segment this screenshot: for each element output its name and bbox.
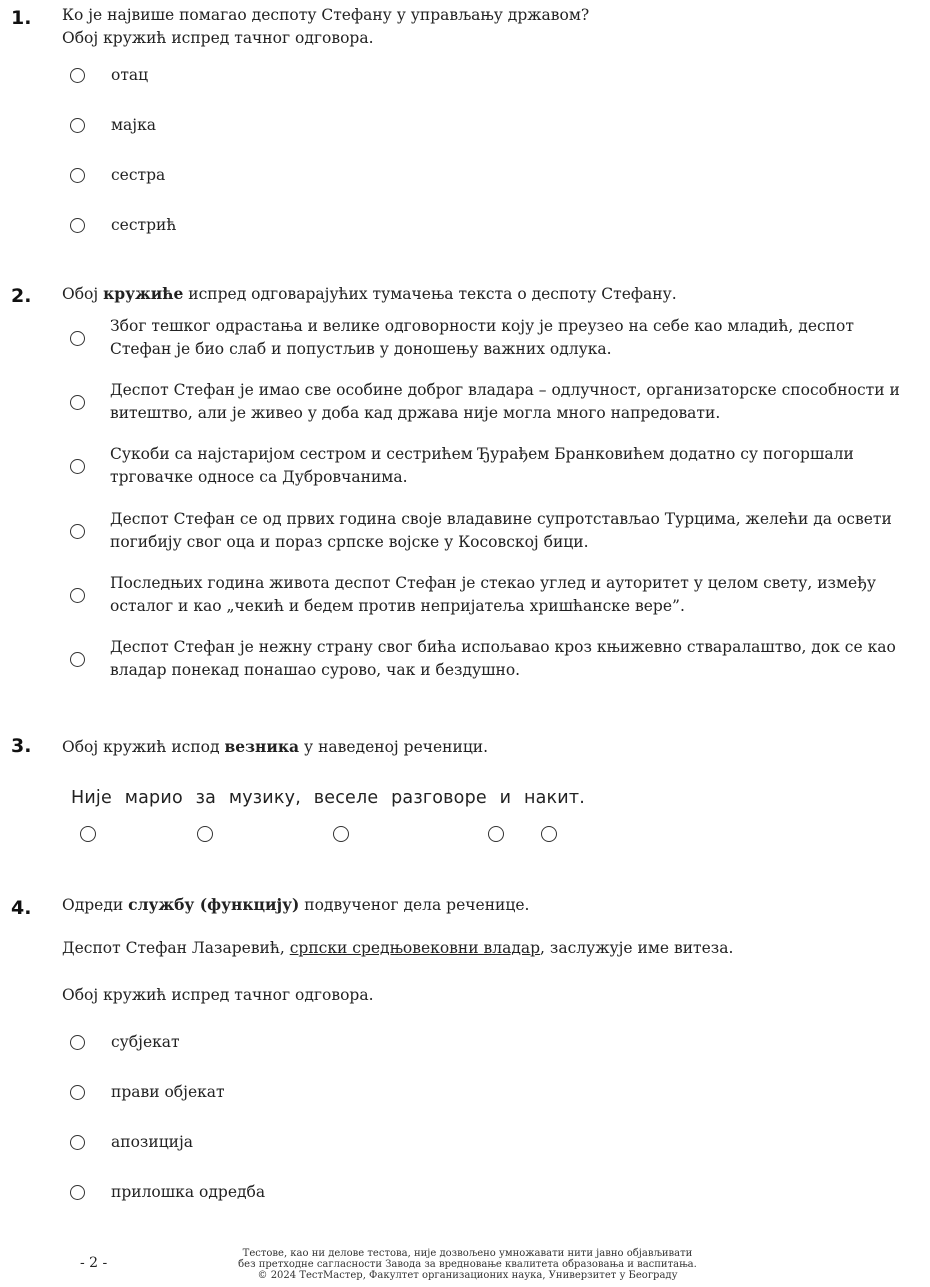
q2-prefix: Обој: [62, 285, 104, 303]
radio-circle[interactable]: [70, 118, 85, 133]
question-4-number: 4.: [11, 897, 32, 919]
q2-option-3[interactable]: [70, 443, 910, 489]
radio-circle[interactable]: [70, 1035, 85, 1050]
q4-sentence-end: , заслужује име витеза.: [540, 939, 734, 957]
checkbox-circle[interactable]: [70, 524, 85, 539]
q2-option-4-line1: Деспот Стефан се од првих година своје владавине супротстављао Турцима, желећи да освети: [110, 510, 892, 528]
q3-prefix: Обој кружић испод: [62, 738, 225, 756]
q3-word-4: музику,: [228, 788, 301, 808]
q2-option-6-line2: владар понекад понашао сурово, чак и бездушно.: [110, 661, 521, 679]
q4-option-1[interactable]: [70, 1033, 180, 1051]
q2-option-4-line2: погибију свог оца и пораз српске војске у Косовској бици.: [110, 533, 589, 551]
q3-word-2: марио: [124, 788, 183, 808]
q1-option-4[interactable]: [70, 216, 176, 234]
checkbox-circle[interactable]: [70, 652, 85, 667]
q4-underlined-part: српски средњовековни владар: [289, 939, 541, 957]
question-4-text: [62, 893, 529, 917]
q2-suffix: испред одговарајућих тумачења текста о деспоту Стефану.: [183, 285, 677, 303]
q3-suffix: у наведеној реченици.: [299, 738, 489, 756]
q3-word-8: накит.: [523, 788, 586, 808]
q4-sentence-start: Деспот Стефан Лазаревић,: [62, 939, 290, 957]
q2-option-5-line2: осталог и као „чекић и бедем против непријатеља хришћанске вере”.: [110, 597, 685, 615]
footer-line3: © 2024 ТестМастер, Факултет организационих наука, Универзитет у Београду: [257, 1270, 678, 1281]
q2-option-6[interactable]: [70, 636, 910, 682]
q2-option-5[interactable]: [70, 572, 910, 618]
page-number: - 2 -: [80, 1255, 108, 1271]
q2-option-3-line2: трговачке односе са Дубровчанима.: [110, 468, 408, 486]
question-1-text: [62, 4, 589, 50]
question-1-line1: Ко је највише помагао деспоту Стефану у управљању државом?: [62, 6, 590, 24]
q4-instruction: Обој кружић испред тачног одговора.: [62, 986, 374, 1004]
q2-option-2-line1: Деспот Стефан је имао све особине доброг владара – одлучност, организаторске способности и: [110, 381, 900, 399]
q2-option-1[interactable]: [70, 315, 910, 361]
q4-option-4-label: прилошка одредба: [111, 1183, 266, 1201]
question-2-text: [62, 282, 677, 306]
q4-option-2-label: прави објекат: [111, 1083, 225, 1101]
q1-option-2[interactable]: [70, 116, 156, 134]
q3-word-circle-2[interactable]: [197, 826, 213, 842]
q2-option-4[interactable]: [70, 508, 910, 554]
q3-word-circle-1[interactable]: [80, 826, 96, 842]
question-2-number: 2.: [11, 285, 32, 307]
q1-option-2-label: мајка: [111, 116, 157, 134]
footer-line1: Тестове, као ни делове тестова, није дозвољено умножавати нити јавно објављивати: [242, 1248, 693, 1259]
q3-bold: везника: [224, 737, 300, 756]
q4-prefix: Одреди: [62, 896, 129, 914]
q3-word-circle-3[interactable]: [333, 826, 349, 842]
q4-sentence: [62, 937, 733, 960]
radio-circle[interactable]: [70, 168, 85, 183]
q1-option-4-label: сестрић: [111, 216, 177, 234]
q1-option-1[interactable]: [70, 66, 148, 84]
q2-option-2-line2: витештво, али је живео у доба кад држава није могла много напредовати.: [110, 404, 721, 422]
checkbox-circle[interactable]: [70, 459, 85, 474]
q2-option-5-line1: Последњих година живота деспот Стефан је стекао углед и ауторитет у целом свету, између: [110, 574, 877, 592]
q4-bold: службу (функцију): [128, 895, 300, 914]
q1-option-1-label: отац: [111, 66, 149, 84]
question-3-text: [62, 735, 488, 759]
q3-word-3: за: [195, 788, 217, 808]
question-1-number: 1.: [11, 7, 32, 29]
checkbox-circle[interactable]: [70, 331, 85, 346]
radio-circle[interactable]: [70, 1085, 85, 1100]
q3-word-5: веселе: [313, 788, 379, 808]
radio-circle[interactable]: [70, 68, 85, 83]
question-1-line2: Обој кружић испред тачног одговора.: [62, 29, 374, 47]
q1-option-3[interactable]: [70, 166, 165, 184]
q3-word-1: Није: [71, 788, 112, 808]
q2-option-3-line1: Сукоби са најстаријом сестром и сестрићем Ђурађем Бранковићем додатно су погоршали: [110, 445, 854, 463]
q3-word-6: разговоре: [391, 788, 487, 808]
q4-option-2[interactable]: [70, 1083, 225, 1101]
q3-sentence: [71, 788, 592, 808]
q4-option-3-label: апозиција: [111, 1133, 194, 1151]
q2-option-1-line2: Стефан је био слаб и попустљив у доношењу важних одлука.: [110, 340, 612, 358]
q4-suffix: подвученог дела реченице.: [299, 896, 530, 914]
checkbox-circle[interactable]: [70, 395, 85, 410]
radio-circle[interactable]: [70, 218, 85, 233]
radio-circle[interactable]: [70, 1135, 85, 1150]
q2-option-6-line1: Деспот Стефан је нежну страну свог бића испољавао кроз књижевно стваралаштво, док се као: [110, 638, 896, 656]
footer-copyright: [200, 1248, 735, 1281]
q3-word-circle-5[interactable]: [541, 826, 557, 842]
q3-word-7: и: [499, 788, 512, 808]
q2-option-1-line1: Због тешког одрастања и велике одговорности коју је преузео на себе као младић, деспот: [110, 317, 854, 335]
question-3-number: 3.: [11, 735, 32, 757]
q4-option-3[interactable]: [70, 1133, 193, 1151]
q4-option-4[interactable]: [70, 1183, 265, 1201]
footer-line2: без претходне сагласности Завода за вредновање квалитета образовања и васпитања.: [238, 1259, 697, 1270]
q3-word-circle-4[interactable]: [488, 826, 504, 842]
q2-option-2[interactable]: [70, 379, 910, 425]
radio-circle[interactable]: [70, 1185, 85, 1200]
q4-option-1-label: субјекат: [111, 1033, 180, 1051]
q1-option-3-label: сестра: [111, 166, 166, 184]
checkbox-circle[interactable]: [70, 588, 85, 603]
q2-bold: кружиће: [103, 284, 184, 303]
